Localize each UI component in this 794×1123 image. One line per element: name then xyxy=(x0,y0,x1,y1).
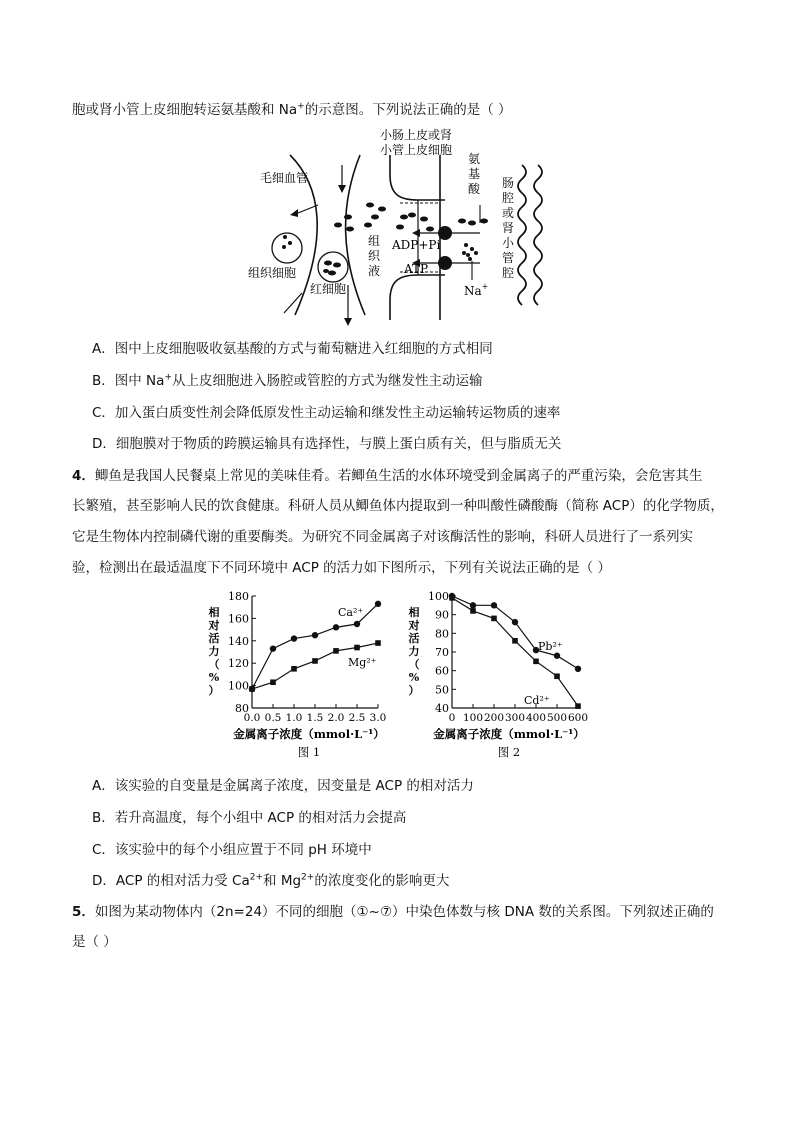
chart-fig1 xyxy=(200,588,400,768)
x-tick-label: 0.5 xyxy=(264,712,282,724)
label-tissue-cell: 组织细胞 xyxy=(248,266,297,280)
svg-text:肾: 肾 xyxy=(502,221,515,235)
data-point xyxy=(449,595,455,601)
x-tick-label: 100 xyxy=(462,712,484,724)
x-tick-label: 300 xyxy=(504,712,526,724)
y-axis-label: 活 xyxy=(208,632,220,645)
data-point xyxy=(491,616,497,622)
q3-option-a: A．图中上皮细胞吸收氨基酸的方式与葡萄糖进入红细胞的方式相同 xyxy=(92,341,493,357)
data-point xyxy=(354,621,360,627)
x-tick-label: 2.0 xyxy=(327,712,345,724)
data-point xyxy=(491,602,497,608)
data-point xyxy=(291,666,297,672)
data-point xyxy=(312,658,318,664)
y-tick-label: 80 xyxy=(235,702,249,715)
y-tick-label: 80 xyxy=(435,627,449,641)
q4-option-c: C．该实验中的每个小组应置于不同 pH 环境中 xyxy=(92,842,372,858)
label-capillary: 毛细血管 xyxy=(260,171,309,185)
y-axis-label: 力 xyxy=(408,645,420,658)
label-amino-3: 酸 xyxy=(468,182,481,196)
x-tick-label: 0.0 xyxy=(243,712,261,724)
data-point xyxy=(270,645,276,651)
series-label: Pb²⁺ xyxy=(538,640,563,653)
q4-option-d: D．ACP 的相对活力受 $Ca^{2+}$和 $Mg^{2+}$的浓度变化的影响更大 xyxy=(92,872,450,889)
y-tick-label: 40 xyxy=(435,702,449,715)
q4-line-3: 它是生物体内控制磷代谢的重要酶类。为研究不同金属离子对该酶活性的影响，科研人员进行了一系列实 xyxy=(72,529,693,545)
data-point xyxy=(554,673,560,679)
svg-text:腔: 腔 xyxy=(502,266,515,280)
y-axis-label: 相 xyxy=(408,606,420,619)
y-axis-label: % xyxy=(208,671,220,684)
q4-option-a: A．该实验的自变量是金属离子浓度，因变量是 ACP 的相对活力 xyxy=(92,778,474,794)
data-point xyxy=(470,608,476,614)
y-tick-label: 100 xyxy=(428,590,449,603)
x-tick-label: 1.5 xyxy=(306,712,324,724)
y-tick-label: 160 xyxy=(228,612,249,626)
data-point xyxy=(470,602,476,608)
q3-option-b: B．图中 Na+从上皮细胞进入肠腔或管腔的方式为继发性主动运输 xyxy=(92,372,483,389)
x-tick-label: 1.0 xyxy=(285,712,303,724)
label-amino-2: 基 xyxy=(468,167,481,181)
y-axis-label: 相 xyxy=(208,606,220,619)
svg-text:或: 或 xyxy=(502,206,515,220)
y-axis-label: 对 xyxy=(408,619,420,632)
y-axis-label: 力 xyxy=(208,645,220,658)
q3-option-d: D．细胞膜对于物质的跨膜运输具有选择性，与膜上蛋白质有关，但与脂质无关 xyxy=(92,436,562,452)
svg-text:肠: 肠 xyxy=(502,176,515,190)
data-point xyxy=(333,648,339,654)
y-axis-label: （ xyxy=(208,658,220,671)
data-point xyxy=(375,601,381,607)
y-tick-label: 180 xyxy=(228,590,249,603)
q5-line-1: 5．如图为某动物体内（2n=24）不同的细胞（①~⑦）中染色体数与核 DNA 数的关系图。下列叙述正确的 xyxy=(72,904,714,920)
y-tick-label: 60 xyxy=(435,664,449,678)
label-epithelial-1: 小肠上皮或肾 xyxy=(380,128,453,142)
x-tick-label: 400 xyxy=(525,712,547,724)
label-fluid-1: 组 xyxy=(368,234,381,248)
y-tick-label: 100 xyxy=(228,679,249,693)
y-tick-label: 70 xyxy=(435,646,449,659)
label-epithelial-2: 小管上皮细胞 xyxy=(380,143,453,157)
data-point xyxy=(354,645,360,651)
x-axis-label: 金属离子浓度（mmol·L⁻¹） xyxy=(233,727,385,741)
label-fluid-2: 织 xyxy=(368,249,381,263)
data-point xyxy=(575,703,581,709)
y-tick-label: 140 xyxy=(228,634,249,648)
chart-title: 图 1 xyxy=(297,745,321,759)
svg-text:小: 小 xyxy=(502,236,515,250)
y-axis-label: ） xyxy=(408,684,420,697)
q3-intro: 胞或肾小管上皮细胞转运氨基酸和 Na+的示意图。下列说法正确的是（ ） xyxy=(72,101,512,118)
label-fluid-3: 液 xyxy=(368,264,381,278)
q3-option-c: C．加入蛋白质变性剂会降低原发性主动运输和继发性主动运输转运物质的速率 xyxy=(92,405,561,421)
y-axis-label: 对 xyxy=(208,619,220,632)
q5-line-2: 是（ ） xyxy=(72,934,117,950)
data-point xyxy=(270,679,276,685)
label-na: Na+ xyxy=(464,282,489,298)
y-axis-label: % xyxy=(408,671,420,684)
label-lumen xyxy=(502,176,515,280)
q4-line-2: 长繁殖，甚至影响人民的饮食健康。科研人员从鲫鱼体内提取到一种叫酸性磷酸酶（简称 ACP）的化学物质， xyxy=(72,498,724,514)
q4-option-b: B．若升高温度，每个小组中 ACP 的相对活力会提高 xyxy=(92,810,407,826)
y-axis-label: 活 xyxy=(408,632,420,645)
y-tick-label: 90 xyxy=(435,608,449,622)
label-amino-1: 氨 xyxy=(468,152,481,166)
svg-text:腔: 腔 xyxy=(502,191,515,205)
label-atp: ATP xyxy=(404,262,429,276)
data-point xyxy=(512,619,518,625)
data-point xyxy=(333,624,339,630)
x-axis-label: 金属离子浓度（mmol·L⁻¹） xyxy=(433,727,585,741)
q4-line-4: 验，检测出在最适温度下不同环境中 ACP 的活力如下图所示，下列有关说法正确的是（ ） xyxy=(72,560,611,576)
x-tick-label: 2.5 xyxy=(348,712,366,724)
y-tick-label: 120 xyxy=(228,657,249,671)
x-tick-label: 600 xyxy=(567,712,589,724)
y-axis-label: ） xyxy=(208,684,220,697)
x-tick-label: 3.0 xyxy=(369,712,387,724)
data-point xyxy=(375,640,381,646)
data-point xyxy=(512,638,518,644)
chart-fig2 xyxy=(400,588,600,768)
chart-title: 图 2 xyxy=(497,745,521,759)
x-tick-label: 0 xyxy=(448,712,456,724)
y-tick-label: 50 xyxy=(435,683,449,697)
data-point xyxy=(249,686,255,692)
y-axis-label: （ xyxy=(408,658,420,671)
transport-diagram xyxy=(240,125,560,330)
label-red-cell: 红细胞 xyxy=(310,282,347,296)
x-tick-label: 500 xyxy=(546,712,568,724)
series-label: Ca²⁺ xyxy=(338,606,364,619)
label-adp: ADP+Pi xyxy=(392,238,441,252)
data-point xyxy=(554,653,560,659)
x-tick-label: 200 xyxy=(483,712,505,724)
data-point xyxy=(575,666,581,672)
series-label: Cd²⁺ xyxy=(524,694,550,707)
q4-line-1: 4．鲫鱼是我国人民餐桌上常见的美味佳肴。若鲫鱼生活的水体环境受到金属离子的严重污染，会危害其生 xyxy=(72,468,703,484)
data-point xyxy=(312,632,318,638)
data-point xyxy=(533,659,539,665)
svg-text:管: 管 xyxy=(502,251,515,265)
data-point xyxy=(291,635,297,641)
series-label: Mg²⁺ xyxy=(348,656,377,669)
